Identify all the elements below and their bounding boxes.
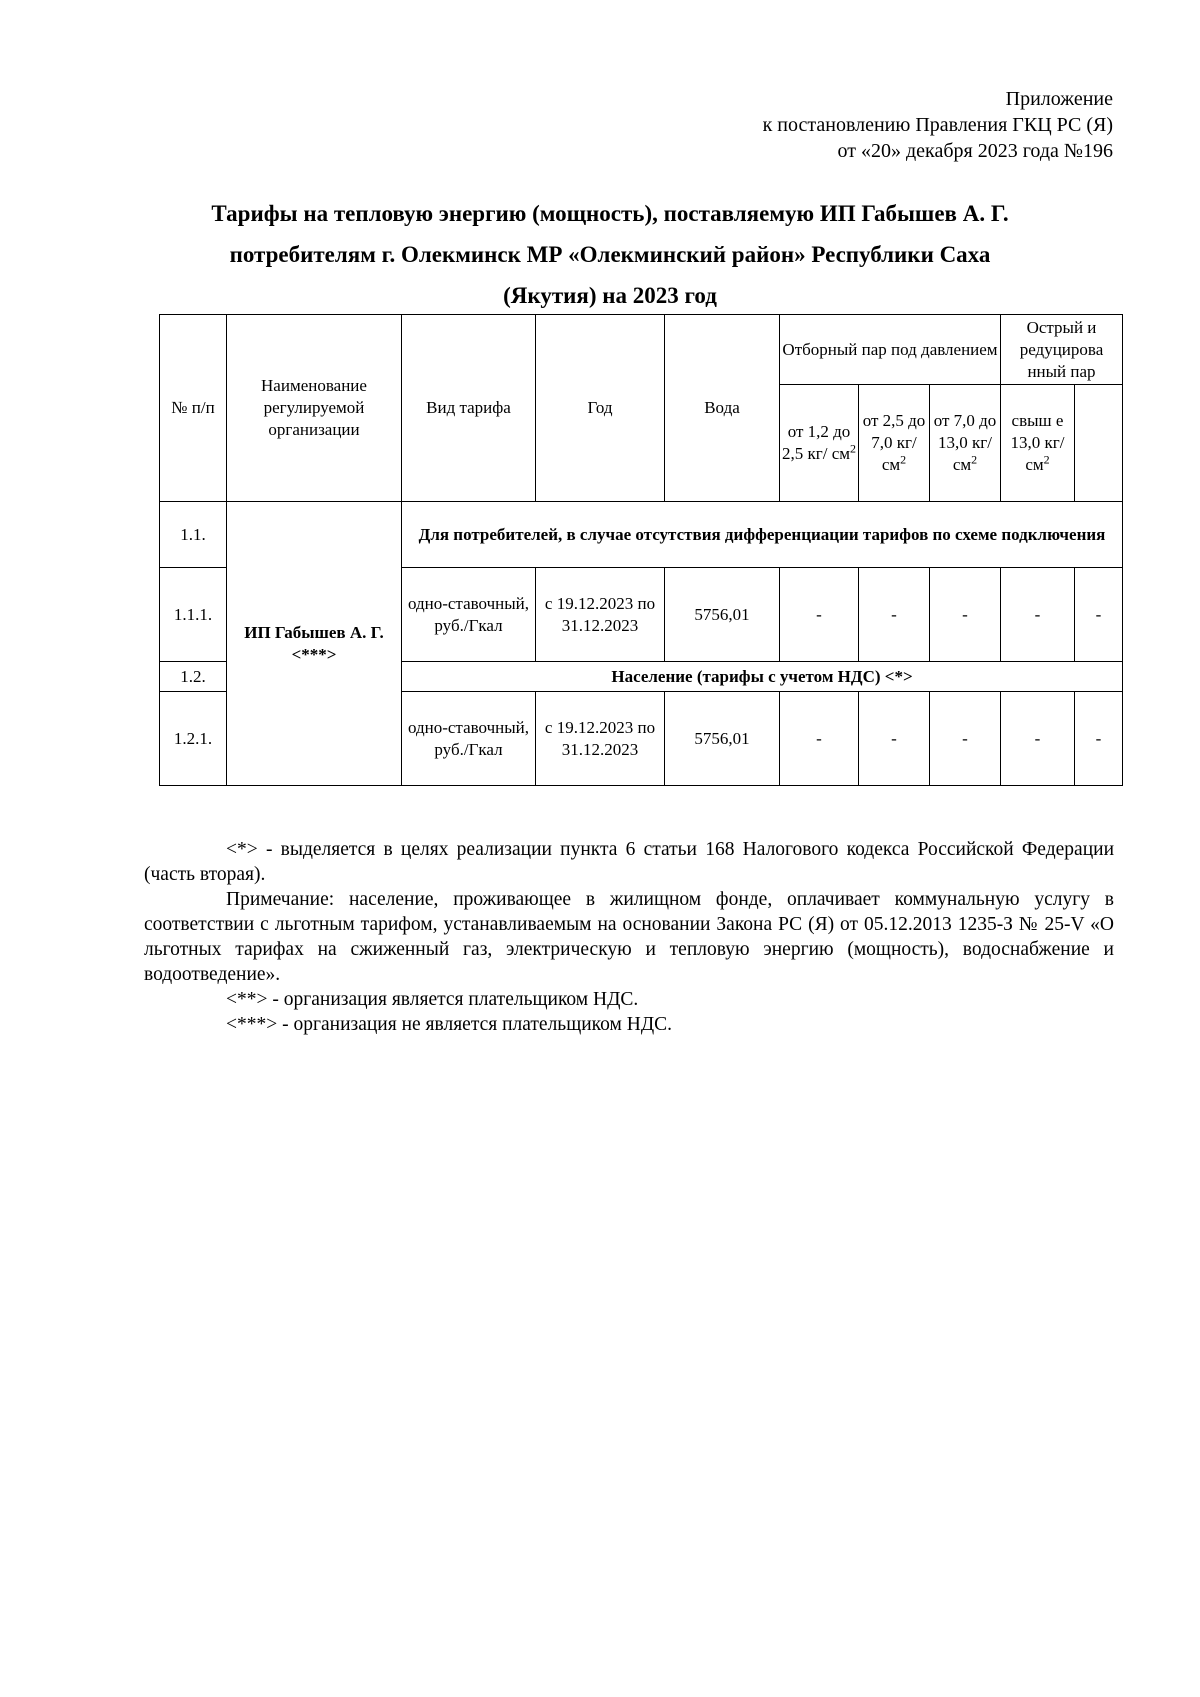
title-line-2: потребителям г. Олекминск МР «Олекминский район» Республики Саха <box>229 242 991 267</box>
section-row <box>160 502 1123 568</box>
row-value: - <box>1001 692 1075 786</box>
row-value: - <box>780 568 859 662</box>
row-value: - <box>1075 568 1123 662</box>
section-title: Население (тарифы с учетом НДС) <*> <box>402 662 1123 692</box>
title-line-3: (Якутия) на 2023 год <box>503 283 717 308</box>
header-empty <box>1075 385 1123 502</box>
row-num: 1.1.1. <box>160 568 227 662</box>
note-vat-payer: <**> - организация является плательщиком НДС. <box>226 989 639 1010</box>
row-value: - <box>859 692 930 786</box>
row-value: - <box>930 692 1001 786</box>
header-org: Наименование регулируемой организации <box>227 315 402 502</box>
appendix-header <box>763 86 1113 164</box>
row-tariff-type: одно-ставочный, руб./Гкал <box>402 568 536 662</box>
document-title <box>150 193 1070 316</box>
notes-block <box>144 837 1114 1037</box>
appendix-line-2: к постановлению Правления ГКЦ РС (Я) <box>762 114 1113 136</box>
header-steam-3: от 7,0 до 13,0 кг/ $см^2$ <box>930 385 1001 502</box>
title-line-1: Тарифы на тепловую энергию (мощность), поставляемую ИП Габышев А. Г. <box>211 201 1009 226</box>
section-num: 1.2. <box>160 662 227 692</box>
header-steam-1: от 1,2 до 2,5 кг/ $см^2$ <box>780 385 859 502</box>
header-water: Вода <box>665 315 780 502</box>
row-water: 5756,01 <box>665 568 780 662</box>
header-tariff-type: Вид тарифа <box>402 315 536 502</box>
row-value: - <box>780 692 859 786</box>
header-steam-group: Отборный пар под давлением <box>780 315 1001 385</box>
appendix-line-1: Приложение <box>1005 88 1113 110</box>
note-vat-footnote: <*> - выделяется в целях реализации пункта 6 статьи 168 Налогового кодекса Российской Федерации (часть вторая). <box>144 839 1114 885</box>
note-not-vat-payer: <***> - организация не является плательщиком НДС. <box>226 1014 672 1035</box>
row-num: 1.2.1. <box>160 692 227 786</box>
row-year: с 19.12.2023 по 31.12.2023 <box>536 692 665 786</box>
org-name: ИП Габышев А. Г. <box>244 622 384 642</box>
org-name-cell <box>227 502 402 786</box>
row-value: - <box>1075 692 1123 786</box>
header-row-1 <box>160 315 1123 385</box>
section-title: Для потребителей, в случае отсутствия дифференциации тарифов по схеме подключения <box>402 502 1123 568</box>
row-tariff-type: одно-ставочный, руб./Гкал <box>402 692 536 786</box>
section-num: 1.1. <box>160 502 227 568</box>
row-year: с 19.12.2023 по 31.12.2023 <box>536 568 665 662</box>
header-year: Год <box>536 315 665 502</box>
row-value: - <box>930 568 1001 662</box>
appendix-line-3: от «20» декабря 2023 года №196 <box>837 140 1113 162</box>
org-mark: <***> <box>291 644 337 664</box>
header-steam-4: свыш е 13,0 кг/ $см^2$ <box>1001 385 1075 502</box>
header-steam-2: от 2,5 до 7,0 кг/ $см^2$ <box>859 385 930 502</box>
header-sharp-group: Острый и редуцирова нный пар <box>1001 315 1123 385</box>
row-value: - <box>859 568 930 662</box>
header-num: № п/п <box>160 315 227 502</box>
row-value: - <box>1001 568 1075 662</box>
note-remark: Примечание: население, проживающее в жилищном фонде, оплачивает коммунальную услугу в соответствии с льготным тарифом, устанавливаемым на основании Закона РС (Я) от 05.12.2013 1235-З № 25-V «О льготных тарифах на сжиженный газ, электрическую и тепловую энергию (мощность), водоснабжение и водоотведение». <box>144 889 1114 985</box>
row-water: 5756,01 <box>665 692 780 786</box>
tariff-table <box>159 314 1123 786</box>
